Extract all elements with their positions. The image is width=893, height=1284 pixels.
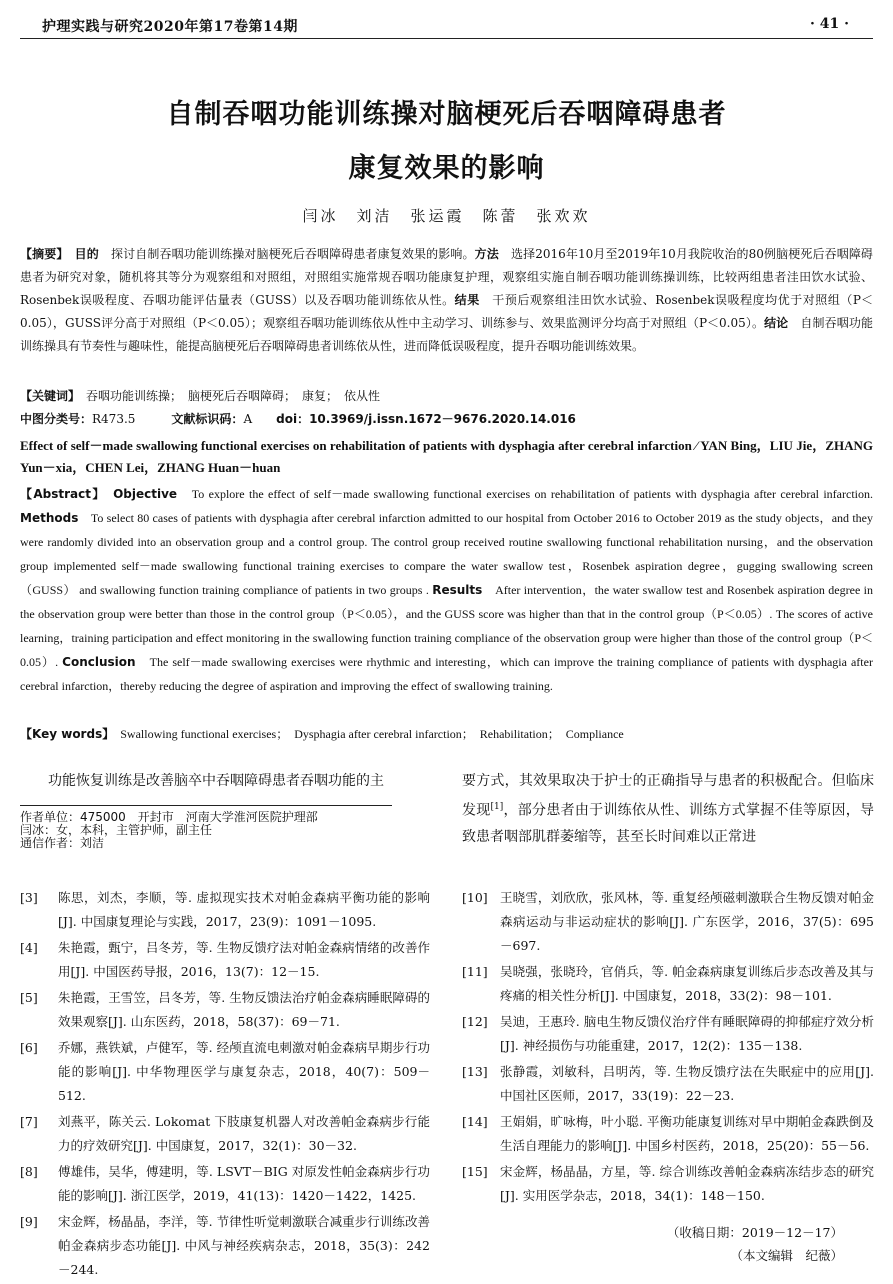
citation-marker: [1] — [490, 802, 504, 812]
reference-item — [20, 1036, 430, 1108]
english-title: Effect of self－made swallowing functional exercises on rehabilitation of patients with dysphagia after cerebral infarction ∕ YAN Bing，LIU Jie，ZHANG Yun－xia，CHEN Lei，ZHANG Huan－huan — [20, 438, 873, 475]
reference-item — [20, 986, 430, 1034]
reference-number: [6] — [20, 1040, 38, 1055]
objective-en-label: Objective — [113, 487, 178, 501]
abstract-label: 【摘要】 — [20, 247, 63, 261]
clc-code: R473.5 — [92, 412, 136, 426]
reference-text: 王娟娟，旷咏梅，叶小聪. 平衡功能康复训练对早中期帕金森跌倒及生活自理能力的影响[J]. 中国乡村医药，2018，25(20)：55－56. — [500, 1114, 874, 1153]
editor-note: （本文编辑 纪薇） — [730, 1248, 843, 1263]
page-number: · 41 · — [810, 16, 849, 32]
reference-number: [11] — [462, 964, 488, 979]
author-list: 闫冰 刘洁 张运霞 陈蕾 张欢欢 — [302, 207, 591, 225]
reference-text: 吴迪，王惠玲. 脑电生物反馈仪治疗伴有睡眠障碍的抑郁症疗效分析[J]. 神经损伤与功能重建，2017，12(2)：135－138. — [500, 1014, 874, 1053]
results-text: 干预后观察组洼田饮水试验、Rosenbek误吸程度均优于对照组（P＜0.05），GUSS评分高于对照组（P＜0.05）；观察组吞咽功能训练依从性中主动学习、训练参与、效果监测评分均高于对照组（P＜0.05）。 — [20, 293, 873, 330]
keywords-text: 吞咽功能训练操； 脑梗死后吞咽障碍； 康复； 依从性 — [86, 389, 381, 403]
header-rule — [20, 38, 873, 39]
abstract-en-label: 【Abstract】 — [20, 487, 100, 501]
reference-item — [20, 936, 430, 984]
conclusion-en-text: The self－made swallowing exercises were rhythmic and interesting，which can improve the training compliance of patients with dysphagia after cerebral infarction，thereby reducing the degree of aspiration and improving the effect of swallowing training. — [20, 655, 873, 693]
reference-number: [4] — [20, 940, 38, 955]
reference-number: [8] — [20, 1164, 38, 1179]
reference-text: 陈思，刘杰，李顺，等. 虚拟现实技术对帕金森病平衡功能的影响[J]. 中国康复理论与实践，2017，23(9)：1091－1095. — [58, 890, 430, 929]
keywords-en-text: Swallowing functional exercises； Dysphagia after cerebral infarction； Rehabilitation； Compliance — [120, 727, 624, 741]
reference-item — [20, 886, 430, 934]
reference-text: 宋金辉，杨晶晶，李洋，等. 节律性听觉刺激联合减重步行训练改善帕金森病步态功能[J]. 中风与神经疾病杂志，2018，35(3)：242－244. — [58, 1214, 430, 1277]
methods-label: 方法 — [474, 247, 499, 261]
reference-item — [462, 886, 874, 958]
reference-item — [20, 1110, 430, 1158]
article-title-line1: 自制吞咽功能训练操对脑梗死后吞咽障碍患者 — [166, 99, 727, 130]
journal-header: 护理实践与研究2020年第17卷第14期 — [42, 19, 298, 35]
methods-en-label: Methods — [20, 511, 79, 525]
references-right — [462, 886, 874, 1210]
reference-item — [462, 1010, 874, 1058]
doc-code: A — [243, 412, 253, 426]
reference-item — [462, 1060, 874, 1108]
classification-line — [20, 408, 873, 431]
reference-item — [20, 1160, 430, 1208]
keywords-en — [20, 722, 873, 746]
reference-number: [3] — [20, 890, 38, 905]
reference-item — [462, 1110, 874, 1158]
footnote-unit: 作者单位：475000 开封市 河南大学淮河医院护理部 — [20, 810, 318, 824]
reference-text: 朱艳霞，王雪笠，吕冬芳，等. 生物反馈法治疗帕金森病睡眠障碍的效果观察[J]. 山东医药，2018，58(37)：69－71. — [58, 990, 430, 1029]
body-left-column: 功能恢复训练是改善脑卒中吞咽障碍患者吞咽功能的主 — [20, 773, 384, 789]
keywords-label: 【关键词】 — [20, 389, 75, 403]
body-right-text-2: ，部分患者由于训练依从性、训练方式掌握不佳等原因，导致患者咽部肌群萎缩等，甚至长时间难以正常进 — [462, 802, 875, 845]
reference-number: [12] — [462, 1014, 488, 1029]
reference-text: 乔娜，燕铁斌，卢健军，等. 经颅直流电刺激对帕金森病早期步行功能的影响[J]. 中华物理医学与康复杂志，2018，40(7)：509－512. — [58, 1040, 430, 1103]
reference-number: [14] — [462, 1114, 488, 1129]
objective-en-text: To explore the effect of self－made swallowing functional exercises on rehabilitation of patients with dysphagia after cerebral infarction. — [191, 487, 873, 501]
reference-text: 吴晓强，张晓玲，官俏兵，等. 帕金森病康复训练后步态改善及其与疼痛的相关性分析[J]. 中国康复，2018，33(2)：98－101. — [500, 964, 874, 1003]
footnote-author: 闫冰：女，本科，主管护师，副主任 — [20, 823, 213, 837]
reference-text: 王晓雪，刘欣欣，张风林，等. 重复经颅磁刺激联合生物反馈对帕金森病运动与非运动症状的影响[J]. 广东医学，2016，37(5)：695－697. — [500, 890, 874, 953]
reference-text: 宋金辉，杨晶晶，方星，等. 综合训练改善帕金森病冻结步态的研究[J]. 实用医学杂志，2018，34(1)：148－150. — [500, 1164, 874, 1203]
results-en-label: Results — [432, 583, 483, 597]
keywords-cn — [20, 385, 873, 408]
references-left — [20, 886, 430, 1284]
body-right-column — [462, 768, 874, 850]
reference-number: [15] — [462, 1164, 488, 1179]
conclusion-label: 结论 — [764, 316, 789, 330]
article-title-line2: 康复效果的影响 — [348, 153, 545, 184]
reference-item — [462, 960, 874, 1008]
clc-label: 中图分类号： — [20, 412, 93, 426]
conclusion-en-label: Conclusion — [62, 655, 136, 669]
methods-en-text: To select 80 cases of patients with dysphagia after cerebral infarction admitted to our hospital from October 2016 to October 2019 as the study objects，and they were randomly divided into an observation group and a control group. The control group received routine swallowing functional rehabilitation nursing，and the observation group implemented self－made swallowing functional training exercises to compare the water swallow test，Rosenbek aspiration degree，gugging swallowing screen（GUSS） and swallowing function training compliance of patients in two groups . — [20, 511, 873, 597]
reference-text: 朱艳霞，甄宁，吕冬芳，等. 生物反馈疗法对帕金森病情绪的改善作用[J]. 中国医药导报，2016，13(7)：12－15. — [58, 940, 430, 979]
body-right-text-1: 要方式，其效果取决于护士的正确指导与患者的积极配合。但临床发现 — [462, 773, 874, 819]
doc-code-label: 文献标识码： — [171, 412, 244, 426]
doi: doi：10.3969/j.issn.1672－9676.2020.14.016 — [276, 412, 576, 426]
reference-item — [462, 1160, 874, 1208]
objective-label: 目的 — [74, 247, 99, 261]
results-en-text: After intervention，the water swallow test and Rosenbek aspiration degree in the observation group were better than those in the control group（P＜0.05），and the GUSS score was higher than that in the control group（P＜0.05）. The scores of active learning，training participation and effect monitoring in the swallowing function training compliance of the observation group were higher than those of the control group（P＜0.05）. — [20, 583, 873, 669]
reference-number: [7] — [20, 1114, 38, 1129]
reference-number: [5] — [20, 990, 38, 1005]
footnote-corresponding: 通信作者：刘洁 — [20, 836, 105, 850]
conclusion-text: 自制吞咽功能训练操具有节奏性与趣味性，能提高脑梗死后吞咽障碍患者训练依从性，进而降低误吸程度，提升吞咽功能训练效果。 — [20, 316, 873, 353]
reference-text: 张静霞，刘敏科，吕明芮，等. 生物反馈疗法在失眠症中的应用[J]. 中国社区医师，2017，33(19)：22－23. — [500, 1064, 874, 1103]
reference-text: 刘燕平，陈关云. Lokomat 下肢康复机器人对改善帕金森病步行能力的疗效研究[J]. 中国康复，2017，32(1)：30－32. — [58, 1114, 430, 1153]
keywords-en-label: 【Key words】 — [20, 727, 109, 741]
reference-number: [9] — [20, 1214, 38, 1229]
abstract-cn — [20, 243, 873, 358]
footnote-rule — [20, 805, 392, 806]
abstract-en — [20, 482, 873, 698]
reference-item — [20, 1210, 430, 1282]
reference-number: [13] — [462, 1064, 488, 1079]
results-label: 结果 — [454, 293, 480, 307]
reference-number: [10] — [462, 890, 488, 905]
reference-text: 傅雄伟，吴华，傅建明，等. LSVT－BIG 对原发性帕金森病步行功能的影响[J]. 浙江医学，2019，41(13)：1420－1422，1425. — [58, 1164, 430, 1203]
received-date: （收稿日期：2019－12－17） — [666, 1225, 843, 1240]
objective-text: 探讨自制吞咽功能训练操对脑梗死后吞咽障碍患者康复效果的影响。 — [111, 247, 475, 261]
methods-text: 选择2016年10月至2019年10月我院收治的80例脑梗死后吞咽障碍患者为研究对象，随机将其等分为观察组和对照组，对照组实施常规吞咽功能康复护理，观察组实施自制吞咽功能训练操训练，比较两组患者洼田饮水试验、Rosenbek误吸程度、吞咽功能评估量表（GUSS）以及吞咽功能训练依从性。 — [20, 247, 873, 307]
